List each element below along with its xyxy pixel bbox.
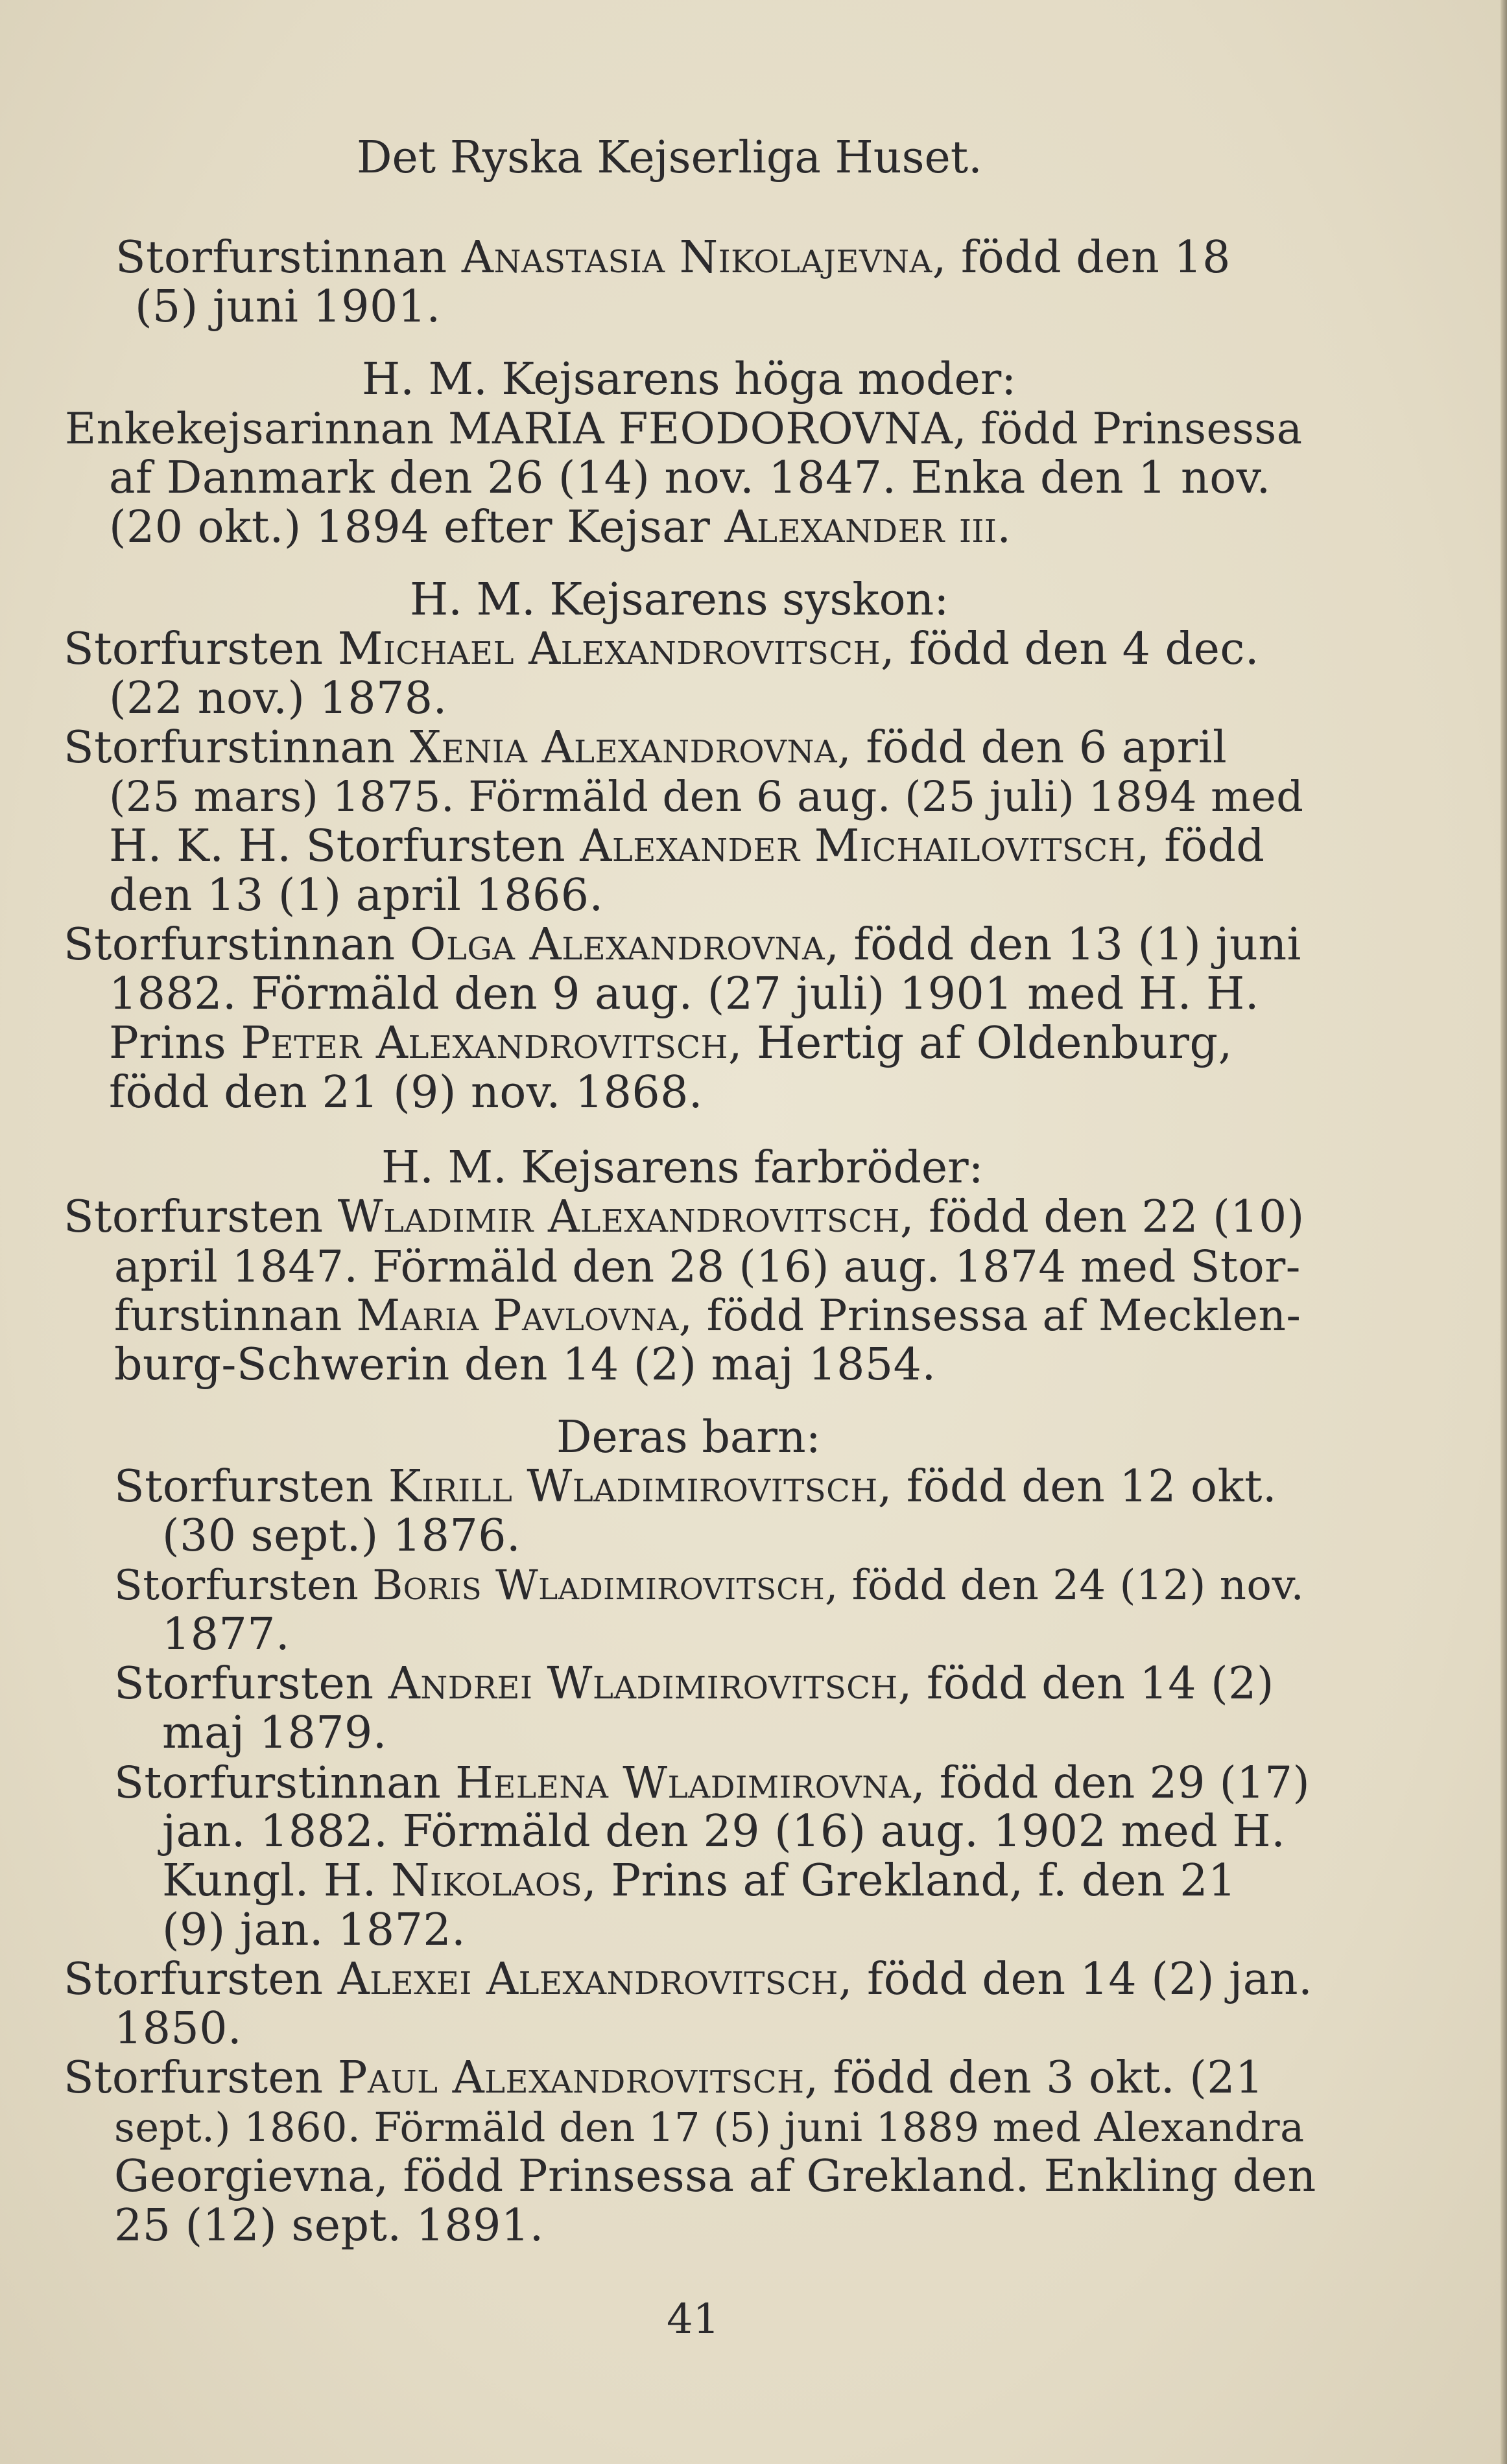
helena-line-2: jan. 1882. Förmäld den 29 (16) aug. 1902 med H.	[162, 1806, 1286, 1857]
person-name: Maria Pavlovna	[356, 1291, 679, 1341]
person-name: Alexei Alexandrovitsch	[337, 1954, 838, 2005]
xenia-line-3: H. K. H. Storfursten Alexander Michailovitsch, född	[109, 821, 1265, 872]
person-name: Paul Alexandrovitsch	[337, 2052, 805, 2104]
person-name: Helena Wladimirovna	[455, 1757, 912, 1808]
person-name: Alexander iii	[724, 502, 997, 553]
mother-line-1: Enkekejsarinnan MARIA FEODOROVNA, född Prinsessa	[65, 404, 1303, 454]
michael-line-2: (22 nov.) 1878.	[109, 673, 447, 724]
olga-line-3: Prins Peter Alexandrovitsch, Hertig af Oldenburg,	[109, 1018, 1233, 1069]
andrei-line-2: maj 1879.	[162, 1707, 387, 1759]
paul-line-1: Storfursten Paul Alexandrovitsch, född den 3 okt. (21	[64, 2052, 1264, 2104]
person-name: Michael Alexandrovitsch	[337, 624, 881, 675]
boris-line-2: 1877.	[162, 1609, 291, 1660]
person-name: Anastasia Nikolajevna	[461, 232, 932, 283]
paul-line-3: Georgievna, född Prinsessa af Grekland. Enkling den	[114, 2151, 1316, 2202]
person-name: Alexander Michailovitsch	[580, 821, 1136, 872]
section-heading-mother: H. M. Kejsarens höga moder:	[362, 354, 1017, 405]
alexei-line-2: 1850.	[114, 2003, 243, 2054]
page-number: 41	[667, 2295, 720, 2343]
anastasia-line-1: Storfurstinnan Anastasia Nikolajevna, född den 18	[115, 232, 1231, 283]
olga-line-1: Storfurstinnan Olga Alexandrovna, född den 13 (1) juni	[64, 919, 1301, 970]
kirill-line-1: Storfursten Kirill Wladimirovitsch, född den 12 okt.	[114, 1461, 1277, 1512]
subheading-children: Deras barn:	[556, 1412, 821, 1463]
olga-line-4: född den 21 (9) nov. 1868.	[109, 1067, 704, 1118]
helena-line-3: Kungl. H. Nikolaos, Prins af Grekland, f. den 21	[162, 1855, 1237, 1907]
mother-line-3: (20 okt.) 1894 efter Kejsar Alexander iii.	[109, 502, 1012, 553]
paul-line-2: sept.) 1860. Förmäld den 17 (5) juni 1889 med Alexandra	[114, 2104, 1305, 2151]
andrei-line-1: Storfursten Andrei Wladimirovitsch, född den 14 (2)	[114, 1658, 1274, 1709]
person-name: Kirill Wladimirovitsch	[388, 1461, 878, 1512]
page-edge-shadow	[1501, 0, 1507, 2464]
xenia-line-2: (25 mars) 1875. Förmäld den 6 aug. (25 juli) 1894 med	[109, 773, 1304, 821]
wladimir-line-1: Storfursten Wladimir Alexandrovitsch, född den 22 (10)	[64, 1191, 1305, 1243]
person-name: Peter Alexandrovitsch	[241, 1018, 728, 1069]
person-name: Nikolaos	[390, 1855, 583, 1907]
page-title: Det Ryska Kejserliga Huset.	[357, 132, 982, 183]
person-name: Andrei Wladimirovitsch	[388, 1658, 898, 1709]
wladimir-line-3: furstinnan Maria Pavlovna, född Prinsessa af Mecklen-	[114, 1291, 1301, 1341]
michael-line-1: Storfursten Michael Alexandrovitsch, född den 4 dec.	[64, 624, 1260, 675]
boris-line-1: Storfursten Boris Wladimirovitsch, född den 24 (12) nov.	[114, 1562, 1305, 1610]
anastasia-line-2: (5) juni 1901.	[135, 281, 441, 333]
kirill-line-2: (30 sept.) 1876.	[162, 1510, 521, 1562]
xenia-line-4: den 13 (1) april 1866.	[109, 870, 604, 921]
helena-line-1: Storfurstinnan Helena Wladimirovna, född den 29 (17)	[114, 1757, 1311, 1808]
olga-line-2: 1882. Förmäld den 9 aug. (27 juli) 1901 med H. H.	[109, 968, 1259, 1020]
section-heading-siblings: H. M. Kejsarens syskon:	[410, 574, 949, 626]
paul-line-4: 25 (12) sept. 1891.	[114, 2200, 544, 2251]
section-heading-uncles: H. M. Kejsarens farbröder:	[381, 1142, 984, 1193]
helena-line-4: (9) jan. 1872.	[162, 1905, 466, 1956]
xenia-line-1: Storfurstinnan Xenia Alexandrovna, född den 6 april	[64, 722, 1228, 773]
person-name: Boris Wladimirovitsch	[372, 1562, 825, 1610]
person-name: Xenia Alexandrovna	[409, 722, 838, 773]
person-name: Wladimir Alexandrovitsch	[337, 1191, 900, 1243]
wladimir-line-2: april 1847. Förmäld den 28 (16) aug. 1874 med Stor-	[114, 1241, 1301, 1292]
person-name: Olga Alexandrovna	[409, 919, 825, 970]
wladimir-line-4: burg-Schwerin den 14 (2) maj 1854.	[114, 1339, 936, 1390]
mother-line-2: af Danmark den 26 (14) nov. 1847. Enka den 1 nov.	[109, 452, 1271, 504]
alexei-line-1: Storfursten Alexei Alexandrovitsch, född den 14 (2) jan.	[64, 1954, 1313, 2005]
